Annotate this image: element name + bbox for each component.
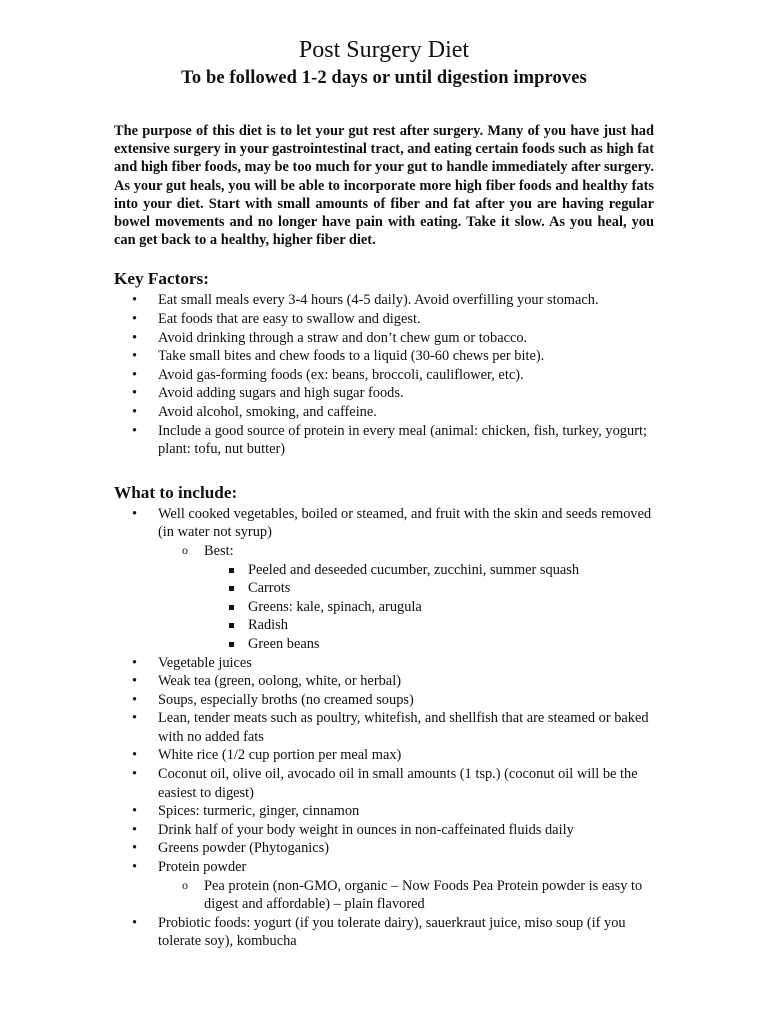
protein-sublist: [158, 877, 654, 914]
list-item: • Soups, especially broths (no creamed soups): [114, 691, 654, 710]
list-item: • Greens powder (Phytoganics): [114, 839, 654, 858]
key-factors-list: [114, 291, 654, 458]
best-label: Best:: [204, 542, 234, 559]
list-item: • Eat small meals every 3-4 hours (4-5 daily). Avoid overfilling your stomach.: [114, 291, 654, 310]
list-item: • Lean, tender meats such as poultry, whitefish, and shellfish that are steamed or baked with no added fats: [114, 709, 654, 746]
list-item: Peeled and deseeded cucumber, zucchini, summer squash: [114, 561, 654, 580]
list-item: Greens: kale, spinach, arugula: [114, 598, 654, 617]
list-item: • Avoid drinking through a straw and don’t chew gum or tobacco.: [114, 329, 654, 348]
page-title: Post Surgery Diet: [298, 37, 470, 63]
list-item: • Vegetable juices: [114, 654, 654, 673]
page-subtitle: To be followed 1-2 days or until digestion improves: [181, 68, 587, 88]
include-list: [114, 505, 654, 951]
what-to-include-heading: What to include:: [114, 482, 238, 502]
veg-item-text: Well cooked vegetables, boiled or steamed, and fruit with the skin and seeds removed (in water not syrup): [158, 505, 652, 541]
protein-item-text: Protein powder: [158, 859, 247, 876]
intro-paragraph: The purpose of this diet is to let your gut rest after surgery. Many of you have just had extensive surgery in your gastrointestinal tract, and eating certain foods such as high fat and high fiber foods, may be too much for your gut to handle immediately after surgery. As your gut heals, you will be able to incorporate more high fiber foods and healthy fats into your diet. Start with small amounts of fiber and fat after you are having regular bowel movements and no longer have pain with eating. Take it slow. As you heal, you can get back to a healthy, higher fiber diet.: [114, 123, 654, 249]
best-sublist: [158, 542, 654, 654]
list-item: • Avoid gas-forming foods (ex: beans, broccoli, cauliflower, etc).: [114, 366, 654, 385]
list-item: Green beans: [114, 635, 654, 654]
list-item: Radish: [114, 616, 654, 635]
list-item: • Include a good source of protein in every meal (animal: chicken, fish, turkey, yogurt; plant: tofu, nut butter): [114, 422, 654, 459]
list-item: • Probiotic foods: yogurt (if you tolerate dairy), sauerkraut juice, miso soup (if you tolerate soy), kombucha: [114, 914, 654, 951]
list-item: • Drink half of your body weight in ounces in non-caffeinated fluids daily: [114, 821, 654, 840]
best-items-list: [204, 561, 654, 654]
list-item: • Coconut oil, olive oil, avocado oil in small amounts (1 tsp.) (coconut oil will be the easiest to digest): [114, 765, 654, 802]
list-item: Carrots: [114, 579, 654, 598]
list-item: • White rice (1/2 cup portion per meal max): [114, 746, 654, 765]
list-item: • Avoid adding sugars and high sugar foods.: [114, 384, 654, 403]
list-item: [114, 505, 654, 654]
list-item: • Eat foods that are easy to swallow and digest.: [114, 310, 654, 329]
list-item: • Avoid alcohol, smoking, and caffeine.: [114, 403, 654, 422]
list-item: • Weak tea (green, oolong, white, or herbal): [114, 672, 654, 691]
list-item: • Take small bites and chew foods to a liquid (30-60 chews per bite).: [114, 347, 654, 366]
list-item: • Spices: turmeric, ginger, cinnamon: [114, 802, 654, 821]
list-item: o Pea protein (non-GMO, organic – Now Foods Pea Protein powder is easy to digest and affordable) – plain flavored: [114, 877, 654, 914]
list-item: [114, 858, 654, 914]
best-subitem: [114, 542, 654, 654]
key-factors-heading: Key Factors:: [114, 269, 209, 289]
